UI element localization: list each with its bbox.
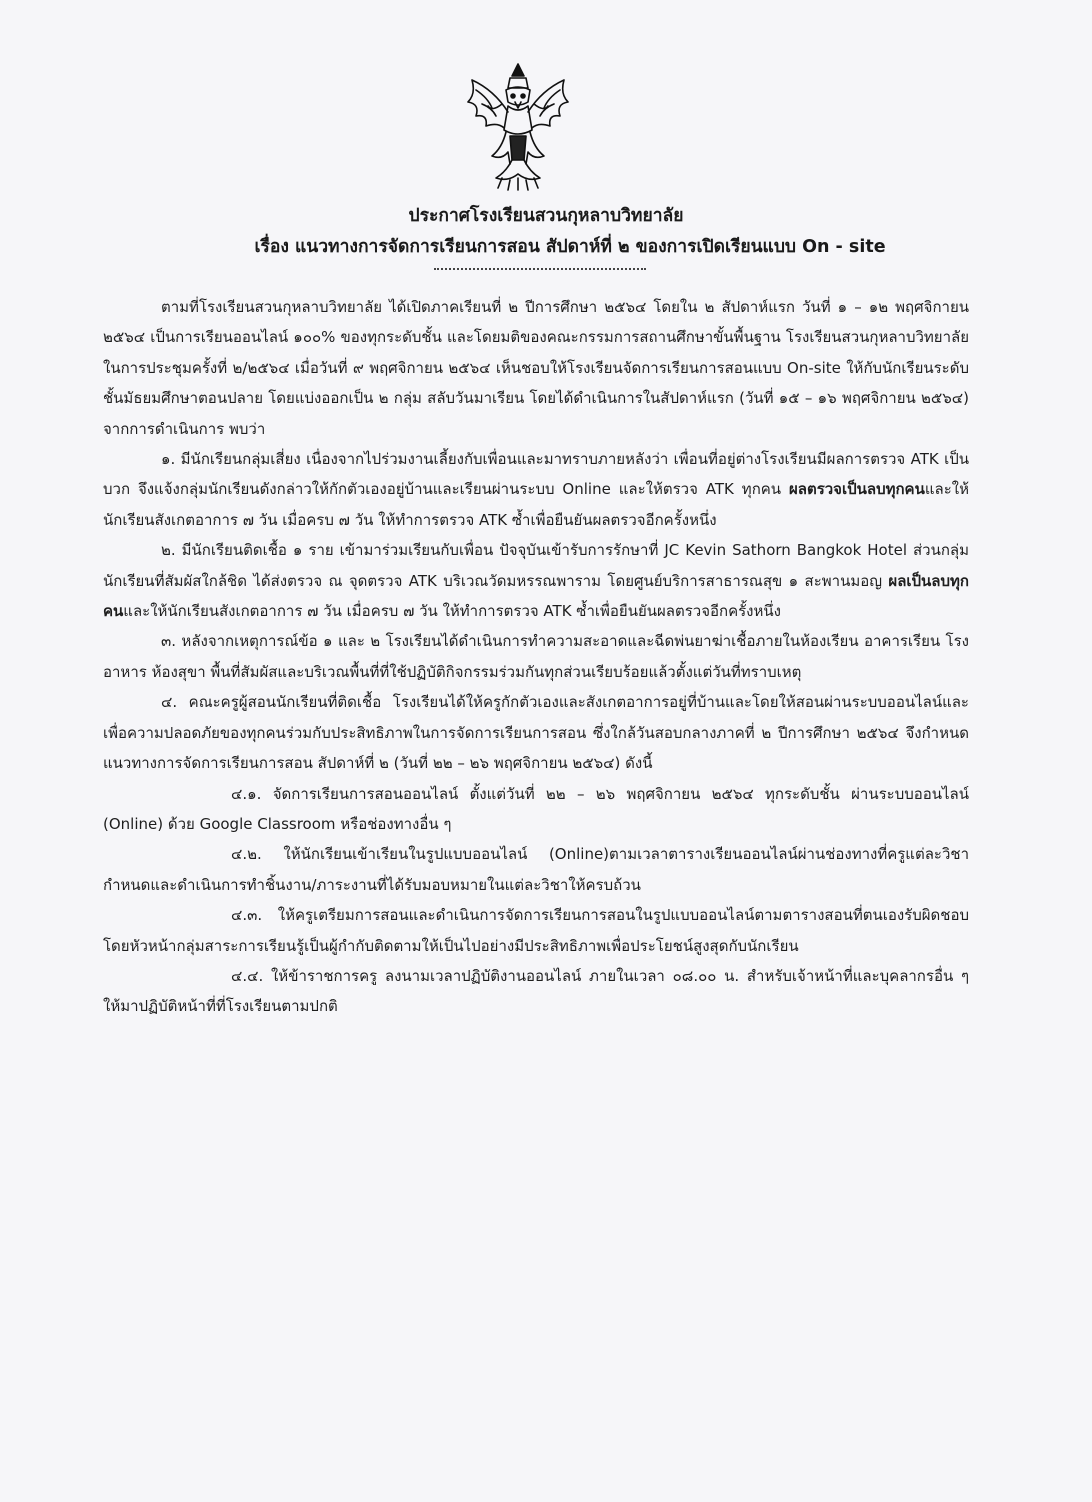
item-4-1-paragraph: ๔.๑. จัดการเรียนการสอนออนไลน์ ตั้งแต่วันที่ ๒๒ – ๒๖ พฤศจิกายน ๒๕๖๔ ทุกระดับชั้น ผ่านระบบออนไลน์ (Online) ด้วย Google Classroom หรือช่องทางอื่น ๆ [103,784,969,833]
announcement-title: ประกาศโรงเรียนสวนกุหลาบวิทยาลัย [408,206,684,226]
item-2-paragraph [103,535,969,626]
item-4-3-paragraph: ๔.๓. ให้ครูเตรียมการสอนและดำเนินการจัดการเรียนการสอนในรูปแบบออนไลน์ตามตารางสอนที่ตนเองรับผิดชอบ โดยหัวหน้ากลุ่มสาระการเรียนรู้เป็นผู้กำกับติดตามให้เป็นไปอย่างมีประสิทธิภาพเพื่อประโยชน์สูงสุดกับนักเรียน [103,906,969,955]
item-1-paragraph [103,444,969,535]
dotted-divider [434,268,646,270]
item-4-paragraph: ๔. คณะครูผู้สอนนักเรียนที่ติดเชื้อ โรงเรียนได้ให้ครูกักตัวเองและสังเกตอาการอยู่ที่บ้านและโดยให้สอนผ่านระบบออนไลน์และเพื่อความปลอดภัยของทุกคนร่วมกับประสิทธิภาพในการจัดการเรียนการสอน ซึ่งใกล้วันสอบกลางภาคที่ ๒ ปีการศึกษา ๒๕๖๔ จึงกำหนดแนวทางการจัดการเรียนการสอน สัปดาห์ที่ ๒ (วันที่ ๒๒ – ๒๖ พฤศจิกายน ๒๕๖๔) ดังนี้ [103,693,969,773]
item-1-followup: และให้นักเรียนสังเกตอาการ ๗ วัน เมื่อครบ ๗ วัน ให้ทำการตรวจ ATK ซ้ำเพื่อยืนยันผลตรวจอีกครั้งหนึ่ง [103,480,969,529]
item-1-result: ผลตรวจเป็นลบทุกคน [788,480,925,499]
announcement-header [0,201,1092,263]
garuda-emblem-icon [462,60,574,192]
item-1-text: ๑. มีนักเรียนกลุ่มเสี่ยง เนื่องจากไปร่วมงานเลี้ยงกับเพื่อนและมาทราบภายหลังว่า เพื่อนที่อยู่ต่างโรงเรียนมีผลการตรวจ ATK เป็นบวก จึงแจ้งกลุ่มนักเรียนดังกล่าวให้กักตัวเองอยู่บ้านและเรียนผ่านระบบ Online และให้ตรวจ ATK ทุกคน [103,450,969,499]
item-3-paragraph: ๓. หลังจากเหตุการณ์ข้อ ๑ และ ๒ โรงเรียนได้ดำเนินการทำความสะอาดและฉีดพ่นยาฆ่าเชื้อภายในห้องเรียน อาคารเรียน โรงอาหาร ห้องสุขา พื้นที่สัมผัสและบริเวณพื้นที่ที่ใช้ปฏิบัติกิจกรรมร่วมกันทุกส่วนเรียบร้อยแล้วตั้งแต่วันที่ทราบเหตุ [103,632,969,681]
item-2-followup: และให้นักเรียนสังเกตอาการ ๗ วัน เมื่อครบ ๗ วัน ให้ทำการตรวจ ATK ซ้ำเพื่อยืนยันผลตรวจอีกครั้งหนึ่ง [123,602,781,621]
item-2-text: ๒. มีนักเรียนติดเชื้อ ๑ ราย เข้ามาร่วมเรียนกับเพื่อน ปัจจุบันเข้ารับการรักษาที่ JC Kevin Sathorn Bangkok Hotel ส่วนกลุ่มนักเรียนที่สัมผัสใกล้ชิด ได้ส่งตรวจ ณ จุดตรวจ ATK บริเวณวัดมหรรณพาราม โดยศูนย์บริการสาธารณสุข ๑ สะพานมอญ [103,541,969,590]
item-4-4-paragraph: ๔.๔. ให้ข้าราชการครู ลงนามเวลาปฏิบัติงานออนไลน์ ภายในเวลา ๐๘.๐๐ น. สำหรับเจ้าหน้าที่และบุคลากรอื่น ๆ ให้มาปฏิบัติหน้าที่ที่โรงเรียนตามปกติ [103,966,969,1016]
announcement-subject: เรื่อง แนวทางการจัดการเรียนการสอน สัปดาห์ที่ ๒ ของการเปิดเรียนแบบ On - site [254,237,886,257]
announcement-body [103,292,969,1022]
item-2-result: ผลเป็นลบทุกคน [103,571,969,621]
item-4-2-paragraph: ๔.๒. ให้นักเรียนเข้าเรียนในรูปแบบออนไลน์ (Online)ตามเวลาตารางเรียนออนไลน์ผ่านช่องทางที่ครูแต่ละวิชากำหนดและดำเนินการทำชิ้นงาน/ภาระงานที่ได้รับมอบหมายในแต่ละวิชาให้ครบถ้วน [103,845,969,894]
intro-paragraph: ตามที่โรงเรียนสวนกุหลาบวิทยาลัย ได้เปิดภาคเรียนที่ ๒ ปีการศึกษา ๒๕๖๔ โดยใน ๒ สัปดาห์แรก วันที่ ๑ – ๑๒ พฤศจิกายน ๒๕๖๔ เป็นการเรียนออนไลน์ ๑๐๐% ของทุกระดับชั้น และโดยมติของคณะกรรมการสถานศึกษาขั้นพื้นฐาน โรงเรียนสวนกุหลาบวิทยาลัย ในการประชุมครั้งที่ ๒/๒๕๖๔ เมื่อวันที่ ๙ พฤศจิกายน ๒๕๖๔ เห็นชอบให้โรงเรียนจัดการเรียนการสอนแบบ On-site ให้กับนักเรียนระดับชั้นมัธยมศึกษาตอนปลาย โดยแบ่งออกเป็น ๒ กลุ่ม สลับวันมาเรียน โดยได้ดำเนินการในสัปดาห์แรก (วันที่ ๑๕ – ๑๖ พฤศจิกายน ๒๕๖๔) จากการดำเนินการ พบว่า [103,298,969,438]
